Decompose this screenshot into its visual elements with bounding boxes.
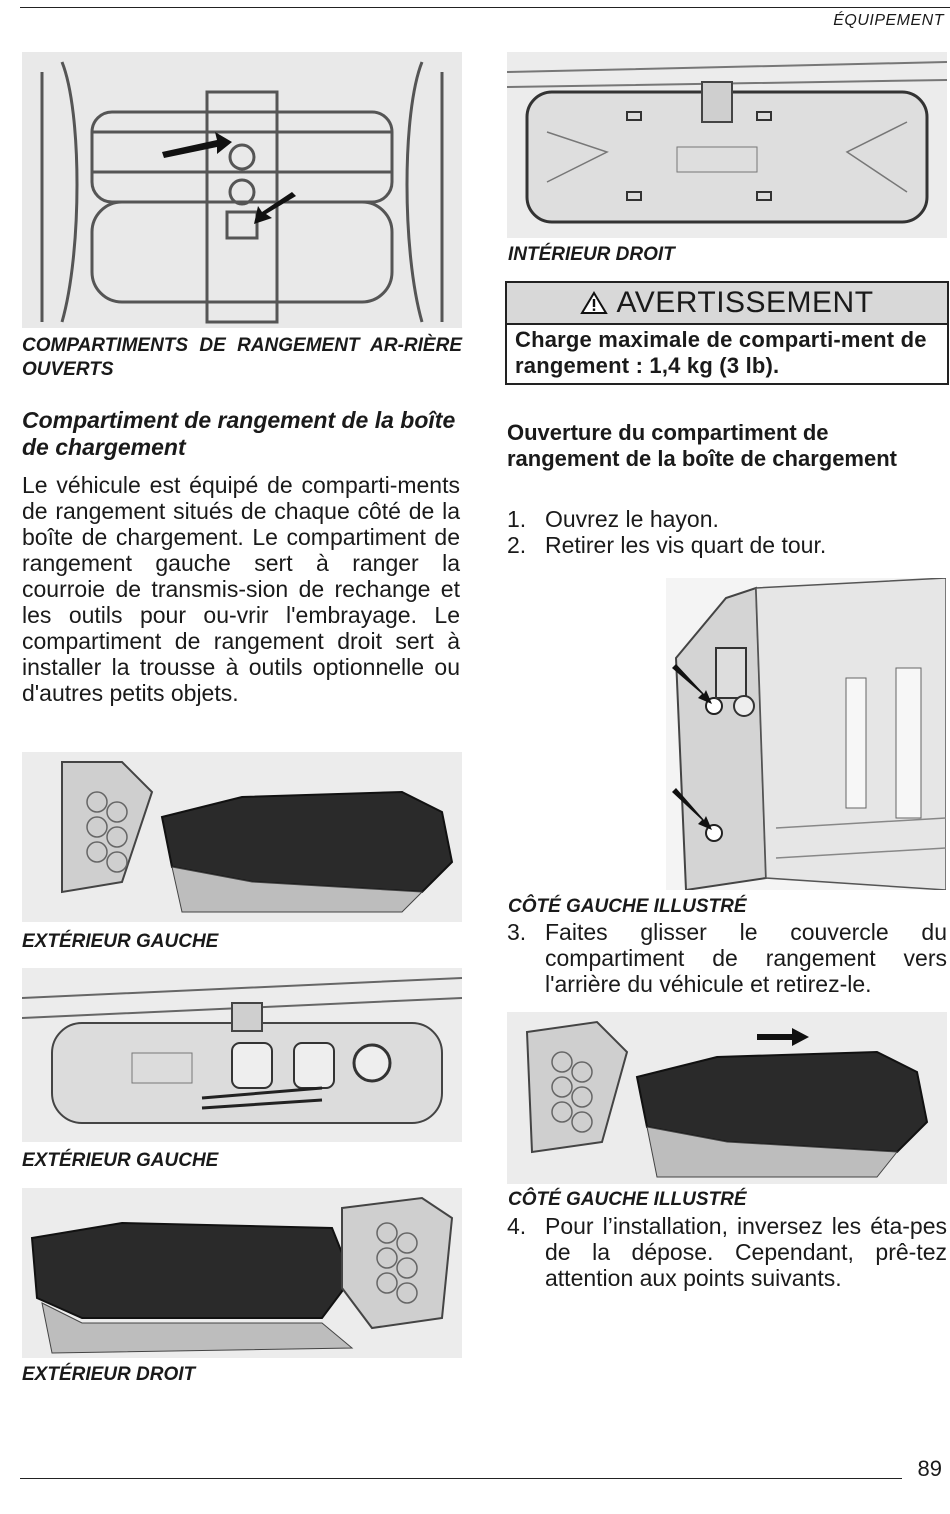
figure-caption: COMPARTIMENTS DE RANGEMENT AR-RIÈRE OUVERTS bbox=[22, 335, 462, 380]
step-text: Pour l’installation, inversez les éta-pes de la dépose. Cependant, prê-tez attention aux points suivants. bbox=[545, 1213, 947, 1291]
warning-box bbox=[505, 281, 949, 385]
figure-rear-compartments-open bbox=[22, 52, 462, 328]
step-number: 3. bbox=[507, 919, 527, 945]
step-text: Retirer les vis quart de tour. bbox=[545, 532, 827, 558]
figure-caption: EXTÉRIEUR DROIT bbox=[22, 1364, 196, 1385]
subsection-heading: Ouverture du compartiment de rangement de la boîte de chargement bbox=[507, 420, 897, 471]
step-number: 2. bbox=[507, 532, 527, 558]
step-item bbox=[507, 1213, 947, 1291]
step-item bbox=[507, 919, 947, 997]
step-item bbox=[507, 532, 947, 558]
figure-right-interior bbox=[507, 52, 947, 238]
figure-right-exterior bbox=[22, 1188, 462, 1358]
page-number: 89 bbox=[917, 1456, 942, 1481]
step-text: Faites glisser le couvercle du compartiment de rangement vers l'arrière du véhicule et retirez-le. bbox=[545, 919, 947, 997]
warning-header bbox=[507, 283, 947, 325]
body-paragraph: Le véhicule est équipé de comparti-ments de rangement situés de chaque côté de la boîte de chargement. Le compartiment de rangement gauche sert à ranger la courroie de transmis-sion de rechange et les outils pour ou-vrir l'embrayage. Le compartiment de rangement droit sert à installer la trousse à outils optionnelle ou d'autres petits objets. bbox=[22, 472, 460, 706]
step-number: 1. bbox=[507, 506, 527, 532]
figure-caption: CÔTÉ GAUCHE ILLUSTRÉ bbox=[508, 1189, 747, 1210]
figure-quarter-turn-screws bbox=[666, 578, 946, 890]
figure-left-exterior-1 bbox=[22, 752, 462, 922]
figure-caption: EXTÉRIEUR GAUCHE bbox=[22, 1150, 219, 1171]
figure-left-exterior-2 bbox=[22, 968, 462, 1142]
warning-title: AVERTISSEMENT bbox=[616, 286, 874, 319]
warning-text: Charge maximale de comparti-ment de rangement : 1,4 kg (3 lb). bbox=[515, 327, 927, 378]
section-heading: Compartiment de rangement de la boîte de chargement bbox=[22, 407, 456, 460]
step-text: Ouvrez le hayon. bbox=[545, 506, 719, 532]
step-number: 4. bbox=[507, 1213, 527, 1239]
figure-caption: EXTÉRIEUR GAUCHE bbox=[22, 931, 219, 952]
step-item bbox=[507, 506, 947, 532]
top-rule bbox=[20, 7, 950, 8]
figure-caption: CÔTÉ GAUCHE ILLUSTRÉ bbox=[508, 896, 747, 917]
bottom-rule bbox=[20, 1478, 902, 1479]
figure-caption: INTÉRIEUR DROIT bbox=[508, 244, 675, 265]
figure-slide-cover bbox=[507, 1012, 947, 1184]
section-title: ÉQUIPEMENT bbox=[833, 12, 944, 29]
warning-triangle-icon bbox=[580, 291, 608, 315]
